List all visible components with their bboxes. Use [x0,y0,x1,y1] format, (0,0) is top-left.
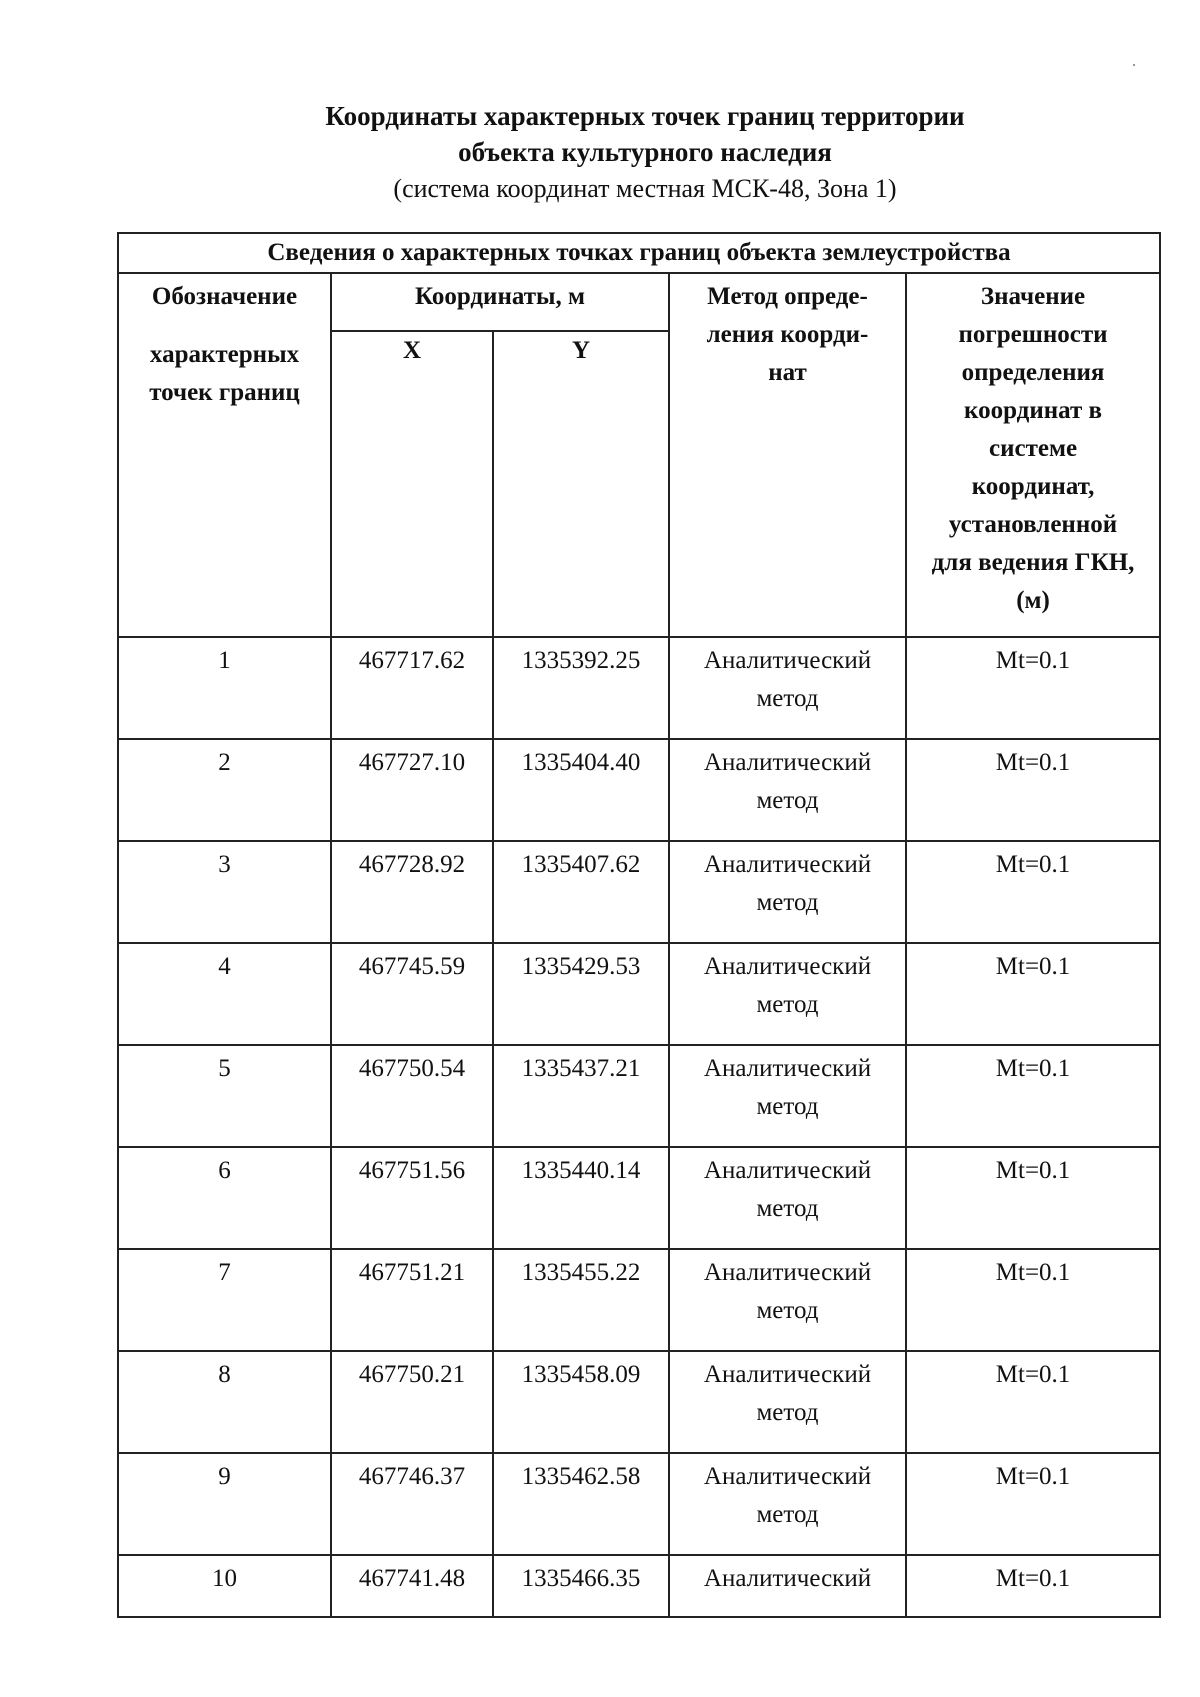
y-coordinate-cell: 1335455.22 [493,1249,669,1351]
error-header-line-9: (м) [1016,587,1050,614]
y-coordinate-cell: 1335392.25 [493,637,669,739]
y-coordinate-cell: 1335462.58 [493,1453,669,1555]
method-header [669,273,906,637]
x-header: X [331,331,493,637]
method-text: метод [756,1093,819,1120]
method-cell [669,1045,906,1147]
designation-header-line-2: характерных [149,341,300,368]
scan-artifact [1133,64,1135,66]
method-text: метод [756,1297,819,1324]
method-text: метод [756,787,819,814]
error-header-line-4: координат в [964,397,1103,424]
error-header-line-1: Значение [980,283,1086,310]
document-heading [0,98,1200,208]
x-coordinate-cell: 467750.21 [331,1351,493,1453]
point-number-cell: 3 [118,841,331,943]
table-caption: Сведения о характерных точках границ объекта землеустройства [118,233,1160,273]
table-row [118,1147,1160,1249]
error-header-line-3: определения [961,359,1105,386]
method-text: Аналитический [703,1565,872,1592]
point-number-cell: 8 [118,1351,331,1453]
x-coordinate-cell: 467728.92 [331,841,493,943]
method-header-line-1: Метод опреде- [707,283,868,310]
coordinate-system-note: (система координат местная МСК-48, Зона 1) [393,174,897,203]
method-text: Аналитический [703,647,872,674]
designation-header [118,273,331,637]
method-text: метод [756,1195,819,1222]
error-value-cell: Mt=0.1 [906,1351,1160,1453]
y-coordinate-cell: 1335440.14 [493,1147,669,1249]
table-body [118,233,1160,1617]
x-coordinate-cell: 467751.21 [331,1249,493,1351]
point-number-cell: 9 [118,1453,331,1555]
table-caption-row [118,233,1160,273]
method-cell [669,841,906,943]
x-coordinate-cell: 467727.10 [331,739,493,841]
method-text: Аналитический [703,1361,872,1388]
error-value-cell: Mt=0.1 [906,1147,1160,1249]
method-header-line-2: ления коорди- [706,321,869,348]
method-text: метод [756,1501,819,1528]
method-cell [669,1351,906,1453]
method-text: метод [756,889,819,916]
table-row [118,637,1160,739]
table-row [118,841,1160,943]
method-cell [669,1555,906,1617]
error-header-line-6: координат, [971,473,1095,500]
method-text: Аналитический [703,1157,872,1184]
header-row [118,273,1160,331]
method-cell [669,1453,906,1555]
table-row [118,1045,1160,1147]
method-cell [669,637,906,739]
error-value-cell: Mt=0.1 [906,1453,1160,1555]
table-row [118,1351,1160,1453]
error-value-cell: Mt=0.1 [906,1555,1160,1617]
x-coordinate-cell: 467751.56 [331,1147,493,1249]
table-row [118,1555,1160,1617]
y-coordinate-cell: 1335437.21 [493,1045,669,1147]
method-text: метод [756,991,819,1018]
point-number-cell: 10 [118,1555,331,1617]
point-number-cell: 6 [118,1147,331,1249]
coordinates-header: Координаты, м [331,273,669,331]
designation-header-line-1: Обозначение [151,283,298,310]
method-cell [669,1147,906,1249]
x-coordinate-cell: 467741.48 [331,1555,493,1617]
method-text: Аналитический [703,1463,872,1490]
point-number-cell: 4 [118,943,331,1045]
y-header: Y [493,331,669,637]
error-value-cell: Mt=0.1 [906,1045,1160,1147]
x-coordinate-cell: 467750.54 [331,1045,493,1147]
error-value-cell: Mt=0.1 [906,943,1160,1045]
y-coordinate-cell: 1335404.40 [493,739,669,841]
error-header-line-5: системе [988,435,1078,462]
error-value-cell: Mt=0.1 [906,1249,1160,1351]
method-text: Аналитический [703,1055,872,1082]
method-text: Аналитический [703,749,872,776]
method-text: Аналитический [703,851,872,878]
point-number-cell: 5 [118,1045,331,1147]
method-header-line-3: нат [768,359,807,386]
y-coordinate-cell: 1335458.09 [493,1351,669,1453]
method-text: метод [756,685,819,712]
y-coordinate-cell: 1335466.35 [493,1555,669,1617]
point-number-cell: 2 [118,739,331,841]
boundary-points-table [117,232,1161,1618]
y-coordinate-cell: 1335429.53 [493,943,669,1045]
method-cell [669,1249,906,1351]
table-row [118,1453,1160,1555]
error-header-line-7: установленной [948,511,1118,538]
point-number-cell: 7 [118,1249,331,1351]
title-line-2: объекта культурного наследия [458,137,832,167]
method-text: Аналитический [703,953,872,980]
x-coordinate-cell: 467746.37 [331,1453,493,1555]
error-header-line-2: погрешности [958,321,1108,348]
method-text: метод [756,1399,819,1426]
method-text: Аналитический [703,1259,872,1286]
method-cell [669,739,906,841]
y-coordinate-cell: 1335407.62 [493,841,669,943]
table-row [118,943,1160,1045]
error-header-line-8: для ведения ГКН, [931,549,1135,576]
designation-header-line-3: точек границ [149,379,300,406]
table-row [118,1249,1160,1351]
error-value-cell: Mt=0.1 [906,637,1160,739]
table-row [118,739,1160,841]
title-line-1: Координаты характерных точек границ территории [325,101,965,131]
method-cell [669,943,906,1045]
x-coordinate-cell: 467717.62 [331,637,493,739]
error-value-cell: Mt=0.1 [906,841,1160,943]
error-value-cell: Mt=0.1 [906,739,1160,841]
x-coordinate-cell: 467745.59 [331,943,493,1045]
point-number-cell: 1 [118,637,331,739]
error-header [906,273,1160,637]
